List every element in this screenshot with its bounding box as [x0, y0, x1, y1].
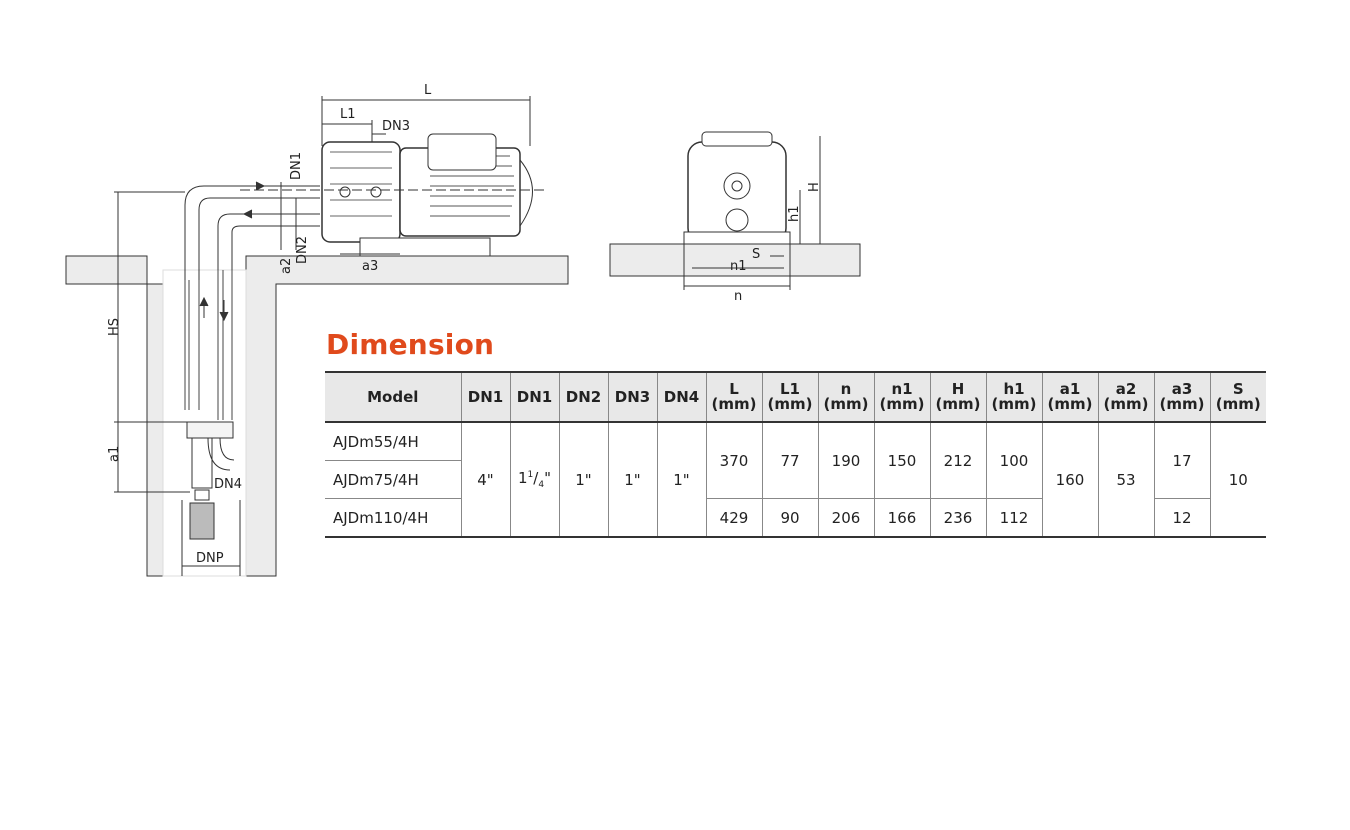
- L1-cell: 77: [762, 422, 818, 499]
- label-DN3: DN3: [382, 119, 411, 134]
- label-DNP: DNP: [196, 551, 224, 566]
- header-dn2: DN2: [559, 372, 608, 422]
- model-cell: AJDm55/4H: [325, 422, 461, 461]
- header-dn4: DN4: [657, 372, 706, 422]
- dn4-cell: 1": [657, 422, 706, 537]
- ground-slab-left: [66, 256, 163, 576]
- foot-valve: [195, 490, 209, 500]
- label-a3: a3: [362, 259, 379, 274]
- header-a2: a2 (mm): [1098, 372, 1154, 422]
- pressure-pipe: [218, 270, 232, 420]
- label-a1: a1: [107, 445, 122, 462]
- label-n: n: [734, 289, 743, 304]
- a2-cell: 53: [1098, 422, 1154, 537]
- label-a2: a2: [279, 257, 294, 274]
- table-header-row: [325, 372, 1266, 422]
- header-n1: n1 (mm): [874, 372, 930, 422]
- motor-endcap: [520, 160, 533, 226]
- L-cell: 370: [706, 422, 762, 499]
- n-cell: 190: [818, 422, 874, 499]
- flow-arrow-up: [200, 298, 208, 318]
- label-DN2: DN2: [295, 235, 310, 264]
- strainer: [190, 503, 214, 539]
- pump-base: [360, 238, 490, 256]
- label-L1: L1: [340, 107, 356, 122]
- label-S: S: [752, 247, 761, 262]
- label-L: L: [424, 83, 432, 98]
- flow-arrow-right: [246, 182, 264, 190]
- ejector-body: [187, 422, 233, 438]
- model-cell: AJDm75/4H: [325, 461, 461, 499]
- n1-cell: 166: [874, 499, 930, 538]
- label-H: H: [807, 182, 822, 192]
- header-L: L (mm): [706, 372, 762, 422]
- header-dn1-b: DN1: [510, 372, 559, 422]
- section-title: Dimension: [326, 328, 495, 361]
- flow-arrow-down: [220, 300, 228, 320]
- flow-arrow-left: [244, 210, 262, 218]
- h1-cell: 100: [986, 422, 1042, 499]
- header-a3: a3 (mm): [1154, 372, 1210, 422]
- dn1-b-cell: $1^1/_4$": [510, 422, 559, 537]
- label-h1: h1: [787, 205, 802, 222]
- L-cell: 429: [706, 499, 762, 538]
- S-cell: 10: [1210, 422, 1266, 537]
- dn3-cell: 1": [608, 422, 657, 537]
- header-a1: a1 (mm): [1042, 372, 1098, 422]
- suction-pipe: [185, 280, 199, 410]
- a3-cell: 17: [1154, 422, 1210, 499]
- a3-cell: 12: [1154, 499, 1210, 538]
- a1-cell: 160: [1042, 422, 1098, 537]
- model-cell: AJDm110/4H: [325, 499, 461, 538]
- header-h1: h1 (mm): [986, 372, 1042, 422]
- dn1-a-cell: 4": [461, 422, 510, 537]
- label-DN1: DN1: [289, 151, 304, 180]
- H-cell: 212: [930, 422, 986, 499]
- dn2-cell: 1": [559, 422, 608, 537]
- label-DN4: DN4: [214, 477, 243, 492]
- L1-cell: 90: [762, 499, 818, 538]
- dimension-table: [325, 371, 1266, 538]
- header-dn1-a: DN1: [461, 372, 510, 422]
- header-dn3: DN3: [608, 372, 657, 422]
- header-H: H (mm): [930, 372, 986, 422]
- header-n: n (mm): [818, 372, 874, 422]
- label-n1: n1: [730, 259, 747, 274]
- label-HS: HS: [107, 317, 122, 336]
- n-cell: 206: [818, 499, 874, 538]
- front-pump-body: [688, 142, 786, 242]
- header-L1: L1 (mm): [762, 372, 818, 422]
- h1-cell: 112: [986, 499, 1042, 538]
- ejector-nozzle: [192, 438, 212, 488]
- n1-cell: 150: [874, 422, 930, 499]
- H-cell: 236: [930, 499, 986, 538]
- header-S: S (mm): [1210, 372, 1266, 422]
- terminal-box: [428, 134, 496, 170]
- header-model: Model: [325, 372, 461, 422]
- pump-casing: [322, 142, 400, 242]
- table-row: [325, 422, 1266, 461]
